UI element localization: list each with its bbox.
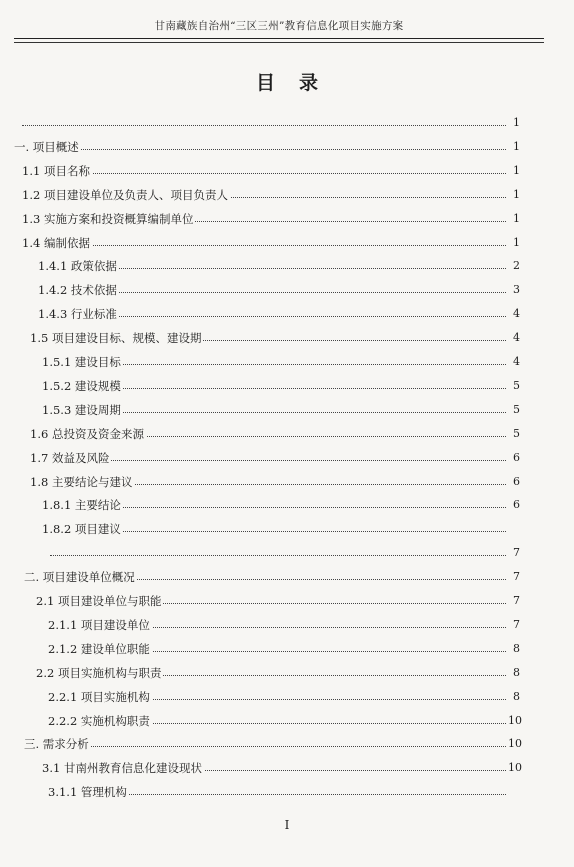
toc-entry-label: 一. 项目概述 [14, 139, 79, 154]
toc-entry-label: 1.7 效益及风险 [30, 450, 110, 465]
toc-entry[interactable] [30, 331, 520, 345]
toc-entry-label: 1.4.3 行业标准 [38, 307, 117, 322]
toc-entry[interactable] [22, 188, 520, 202]
toc-entry-page: 7 [513, 570, 520, 584]
toc-entry[interactable] [24, 570, 520, 584]
toc-entry[interactable] [30, 475, 520, 489]
toc-entry-page: 7 [513, 546, 520, 560]
toc-entry-page: 1 [513, 163, 520, 177]
toc-entry-page: 5 [513, 402, 520, 416]
toc-entry-label: 2.1.1 项目建设单位 [48, 617, 150, 632]
header-title: 甘南藏族自治州“三区三州”教育信息化项目实施方案 [154, 20, 404, 32]
toc-entry[interactable] [36, 666, 520, 680]
toc-entry-page: 7 [513, 594, 520, 607]
toc-entry[interactable] [48, 642, 520, 656]
toc-leader-dots [22, 125, 506, 126]
toc-entry-label: 3.1 甘南州教育信息化建设现状 [42, 761, 202, 776]
toc-entry-label: 1.3 实施方案和投资概算编制单位 [22, 211, 194, 226]
toc-entry-page: 1 [513, 139, 520, 153]
toc-entry[interactable] [42, 403, 520, 417]
toc-title: 目录 [255, 72, 342, 94]
toc-entry[interactable] [22, 116, 520, 130]
toc-entry-page: 10 [508, 737, 522, 751]
toc-entry-label: 2.1.2 建设单位职能 [48, 641, 150, 656]
toc-entry[interactable] [48, 618, 520, 632]
toc-entry[interactable] [48, 690, 520, 704]
toc-entry-label: 1.4.2 技术依据 [38, 283, 117, 298]
toc-entry-label: 1.8 主要结论与建议 [30, 474, 133, 489]
toc-entry-label: 2.2.1 项目实施机构 [48, 689, 150, 704]
toc-entry[interactable] [22, 236, 520, 250]
header-rule-thin [14, 42, 544, 43]
page-number: I [284, 818, 290, 832]
toc-entry[interactable] [42, 761, 520, 775]
toc-entry-label: 1.5.3 建设周期 [42, 402, 121, 417]
toc-entry[interactable] [42, 522, 520, 536]
toc-entry-page: 1 [513, 116, 520, 129]
toc-entry[interactable] [38, 283, 520, 297]
toc-leader-dots [22, 245, 506, 246]
toc-entry-page: 4 [513, 307, 520, 321]
toc-entry[interactable] [42, 355, 520, 369]
toc-entry-label: 1.5.1 建设目标 [42, 355, 121, 369]
toc-entry[interactable] [22, 212, 520, 226]
toc-entry-label: 1.8.1 主要结论 [42, 498, 121, 513]
toc-entry[interactable] [30, 451, 520, 465]
toc-entry-label: 3.1.1 管理机构 [48, 785, 127, 800]
toc-entry-label: 1.6 总投资及资金来源 [30, 426, 144, 441]
toc-entry-page: 1 [513, 235, 520, 249]
header-rule-thick [14, 38, 544, 39]
toc-entry-page: 10 [508, 713, 522, 727]
toc-entry-page: 10 [508, 761, 522, 775]
toc-entry[interactable] [14, 140, 520, 154]
toc-entry-page: 7 [513, 617, 520, 631]
toc-entry-page: 6 [513, 474, 520, 488]
toc-entry-label: 二. 项目建设单位概况 [24, 570, 135, 585]
toc-leader-dots [50, 555, 506, 556]
toc-entry-page: 5 [513, 426, 520, 440]
toc-entry-label: 1.5 项目建设目标、规模、建设期 [30, 331, 202, 346]
toc-entry-page: 8 [513, 665, 520, 679]
toc-entry-label: 1.1 项目名称 [22, 163, 90, 178]
toc-entry-page: 6 [513, 450, 520, 464]
toc-entry-page: 1 [513, 211, 520, 225]
toc-entry[interactable] [42, 379, 520, 393]
toc-entry[interactable] [50, 546, 520, 560]
toc-leader-dots [22, 173, 506, 174]
toc-entry-label: 1.4 编制依据 [22, 235, 90, 250]
toc-entry-label: 2.2 项目实施机构与职责 [36, 665, 162, 680]
toc-entry-page: 1 [513, 187, 520, 201]
toc-entry[interactable] [48, 785, 520, 799]
toc-entry-label: 三. 需求分析 [24, 737, 89, 752]
toc-entry-page: 5 [513, 378, 520, 392]
toc-leader-dots [24, 746, 506, 747]
toc-leader-dots [14, 149, 506, 150]
toc-entry[interactable] [24, 737, 520, 751]
toc-entry[interactable] [22, 164, 520, 178]
toc-entry-page: 3 [513, 283, 520, 297]
toc-entry-label: 1.4.1 政策依据 [38, 259, 117, 274]
toc-entry-page: 6 [513, 498, 520, 512]
toc-entry-label: 2.2.2 实施机构职责 [48, 713, 150, 728]
toc-entry-page: 8 [513, 689, 520, 703]
toc-entry-label: 1.8.2 项目建议 [42, 522, 121, 537]
toc-entry[interactable] [36, 594, 520, 608]
toc-entry-page: 4 [513, 355, 520, 368]
toc-entry[interactable] [30, 427, 520, 441]
toc-entry-label: 1.2 项目建设单位及负责人、项目负责人 [22, 187, 228, 202]
toc-entry[interactable] [48, 714, 520, 728]
toc-entry[interactable] [38, 259, 520, 273]
toc-entry-page: 8 [513, 641, 520, 655]
toc-entry-label: 1.5.2 建设规模 [42, 378, 121, 393]
toc-entry[interactable] [42, 498, 520, 512]
toc-entry-label: 2.1 项目建设单位与职能 [36, 594, 162, 608]
toc-entry-page: 2 [513, 259, 520, 273]
toc-entry[interactable] [38, 307, 520, 321]
toc-entry-page: 4 [513, 331, 520, 345]
